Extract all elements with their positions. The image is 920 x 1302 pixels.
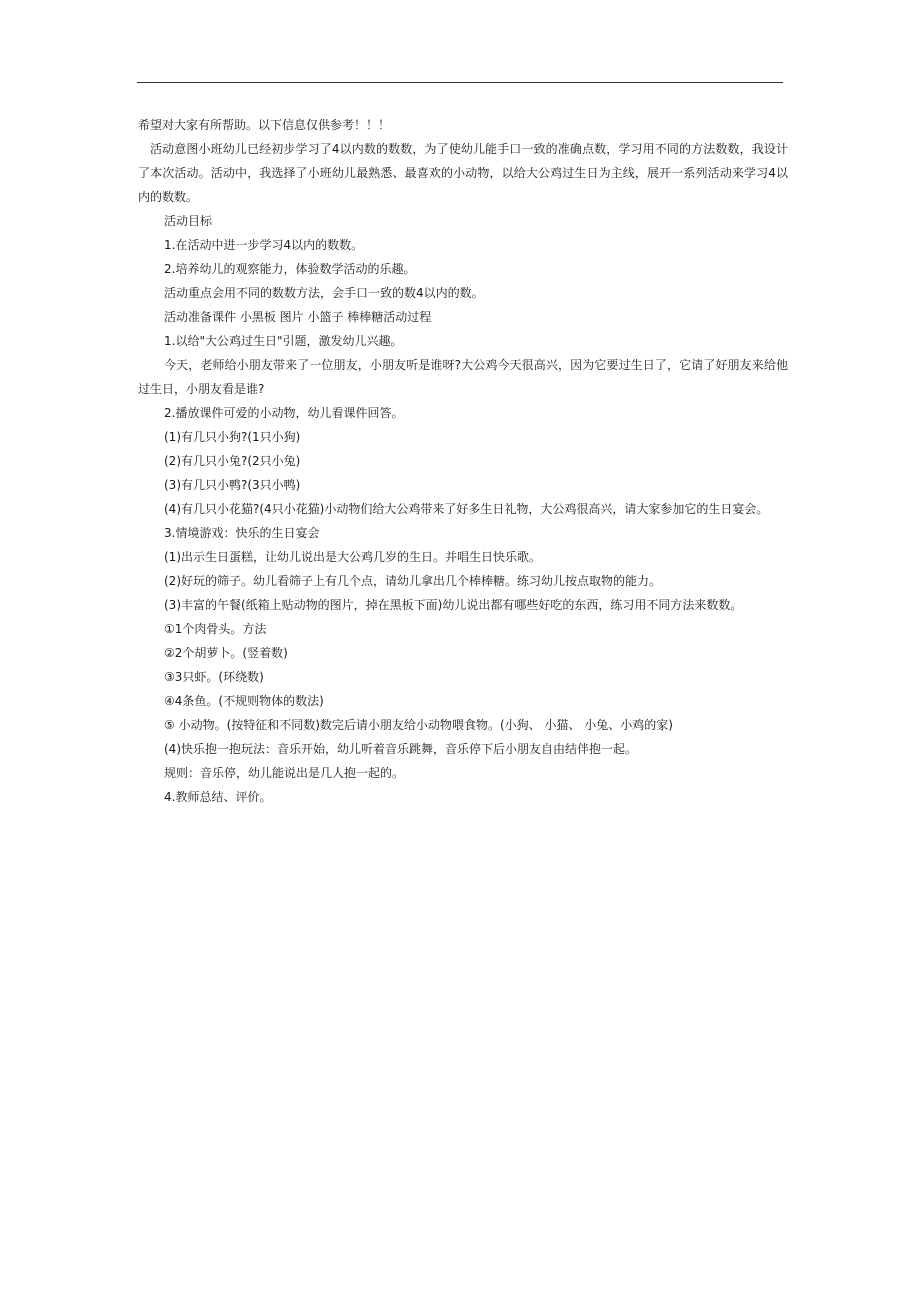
document-body — [138, 113, 788, 809]
step-4-heading: 4.教师总结、评价。 — [164, 790, 272, 804]
design-intent-paragraph: 活动意图小班幼儿已经初步学习了4以内数的数数，为了使幼儿能手口一致的准确点数，学习用不同的方法数数，我设计了本次活动。活动中，我选择了小班幼儿最熟悉、最喜欢的小动物，以给大公鸡过生日为主线，展开一系列活动来学习4以内的数数。 — [138, 142, 788, 204]
intro-line: 希望对大家有所帮助。以下信息仅供参考！！！ — [138, 118, 391, 132]
step-2-heading: 2.播放课件可爱的小动物，幼儿看课件回答。 — [164, 406, 404, 420]
food-item-3: ③3只虾。(环绕数) — [164, 670, 264, 684]
game-item-2: (2)好玩的筛子。幼儿看筛子上有几个点，请幼儿拿出几个棒棒糖。练习幼儿按点取物的能力。 — [164, 574, 662, 588]
game-item-4: (4)快乐抱一抱玩法：音乐开始，幼儿听着音乐跳舞，音乐停下后小朋友自由结伴抱一起。 — [164, 742, 638, 756]
question-2: (2)有几只小兔?(2只小兔) — [164, 454, 301, 468]
question-3: (3)有几只小鸭?(3只小鸭) — [164, 478, 301, 492]
header-rule — [137, 82, 783, 83]
game-item-1: (1)出示生日蛋糕，让幼儿说出是大公鸡几岁的生日。并唱生日快乐歌。 — [164, 550, 542, 564]
rules-line: 规则：音乐停，幼儿能说出是几人抱一起的。 — [164, 766, 405, 780]
step-3-heading: 3.情境游戏：快乐的生日宴会 — [164, 526, 320, 540]
question-4: (4)有几只小花猫?(4只小花猫)小动物们给大公鸡带来了好多生日礼物，大公鸡很高兴，请大家参加它的生日宴会。 — [164, 502, 769, 516]
focus-line: 活动重点会用不同的数数方法，会手口一致的数4以内的数。 — [164, 286, 484, 300]
food-item-5: ⑤ 小动物。(按特征和不同数)数完后请小朋友给小动物喂食物。(小狗、 小猫、 小兔、小鸡的家) — [164, 718, 673, 732]
food-item-2: ②2个胡萝卜。(竖着数) — [164, 646, 288, 660]
question-1: (1)有几只小狗?(1只小狗) — [164, 430, 301, 444]
step-1-heading: 1.以给"大公鸡过生日"引题，激发幼儿兴趣。 — [164, 334, 403, 348]
food-item-4: ④4条鱼。(不规则物体的数法) — [164, 694, 324, 708]
preparation-line: 活动准备课件 小黑板 图片 小篮子 棒棒糖活动过程 — [164, 310, 432, 324]
goal-item-2: 2.培养幼儿的观察能力，体验数学活动的乐趣。 — [164, 262, 416, 276]
step-1-paragraph: 今天，老师给小朋友带来了一位朋友，小朋友听是谁呀?大公鸡今天很高兴，因为它要过生日了，它请了好朋友来给他过生日，小朋友看是谁? — [138, 358, 788, 396]
game-item-3: (3)丰富的午餐(纸箱上贴动物的图片，掉在黑板下面)幼儿说出都有哪些好吃的东西，练习用不同方法来数数。 — [164, 598, 743, 612]
goals-heading: 活动目标 — [164, 214, 213, 228]
goal-item-1: 1.在活动中进一步学习4以内的数数。 — [164, 238, 364, 252]
food-item-1: ①1个肉骨头。方法 — [164, 622, 267, 636]
